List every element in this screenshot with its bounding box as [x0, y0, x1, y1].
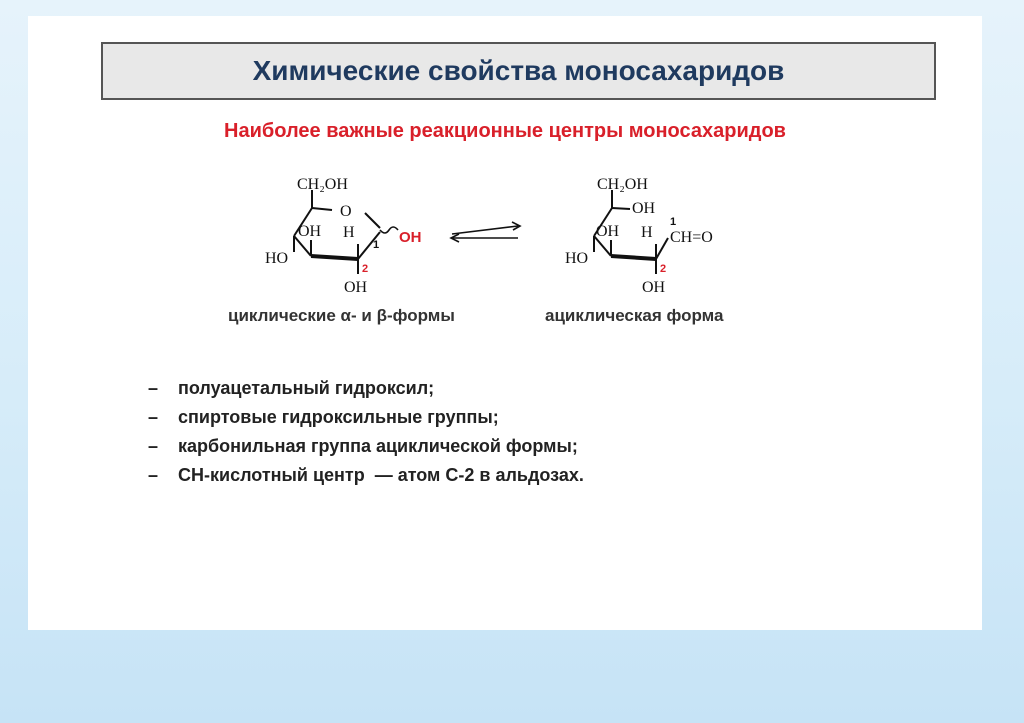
slide: [28, 16, 982, 630]
cyclic-anomeric-oh: OH: [399, 229, 422, 246]
equilibrium-arrows-icon: [451, 222, 520, 242]
acyclic-h-c2: H: [641, 224, 653, 241]
subtitle: Наиболее важные реакционные центры моносахаридов: [224, 120, 786, 142]
acyclic-c1-label: 1: [670, 216, 677, 228]
cyclic-h-c2: H: [343, 224, 355, 241]
cyclic-ch2oh: CH₂OH: [297, 176, 348, 193]
acyclic-oh-c5: OH: [632, 200, 656, 217]
list-item: – полуацетальный гидроксил;: [148, 378, 435, 398]
cyclic-ho-c4: HO: [265, 250, 289, 267]
reaction-centers-list: [148, 374, 584, 490]
cyclic-oh-bottom: OH: [344, 279, 368, 296]
acyclic-aldehyde: CH=O: [670, 229, 713, 246]
acyclic-oh-bottom: OH: [642, 279, 666, 296]
acyclic-caption: ациклическая форма: [545, 306, 724, 325]
list-item: – спиртовые гидроксильные группы;: [148, 407, 499, 427]
cyclic-c1-label: 1: [373, 239, 380, 251]
list-item: – СН-кислотный центр — атом С-2 в альдозах.: [148, 465, 584, 485]
cyclic-ring-oxygen: O: [340, 203, 352, 220]
cyclic-caption: циклические α- и β-формы: [228, 306, 455, 325]
cyclic-c2-label: 2: [362, 263, 369, 275]
cyclic-oh-c3: OH: [298, 223, 322, 240]
reaction-diagram: [28, 16, 982, 630]
acyclic-ch2oh: CH₂OH: [597, 176, 648, 193]
acyclic-c2-label: 2: [660, 263, 667, 275]
acyclic-ho-c4: HO: [565, 250, 589, 267]
list-item: – карбонильная группа ациклической формы;: [148, 436, 578, 456]
page-title: Химические свойства моносахаридов: [252, 55, 785, 86]
acyclic-oh-c3: OH: [596, 223, 620, 240]
